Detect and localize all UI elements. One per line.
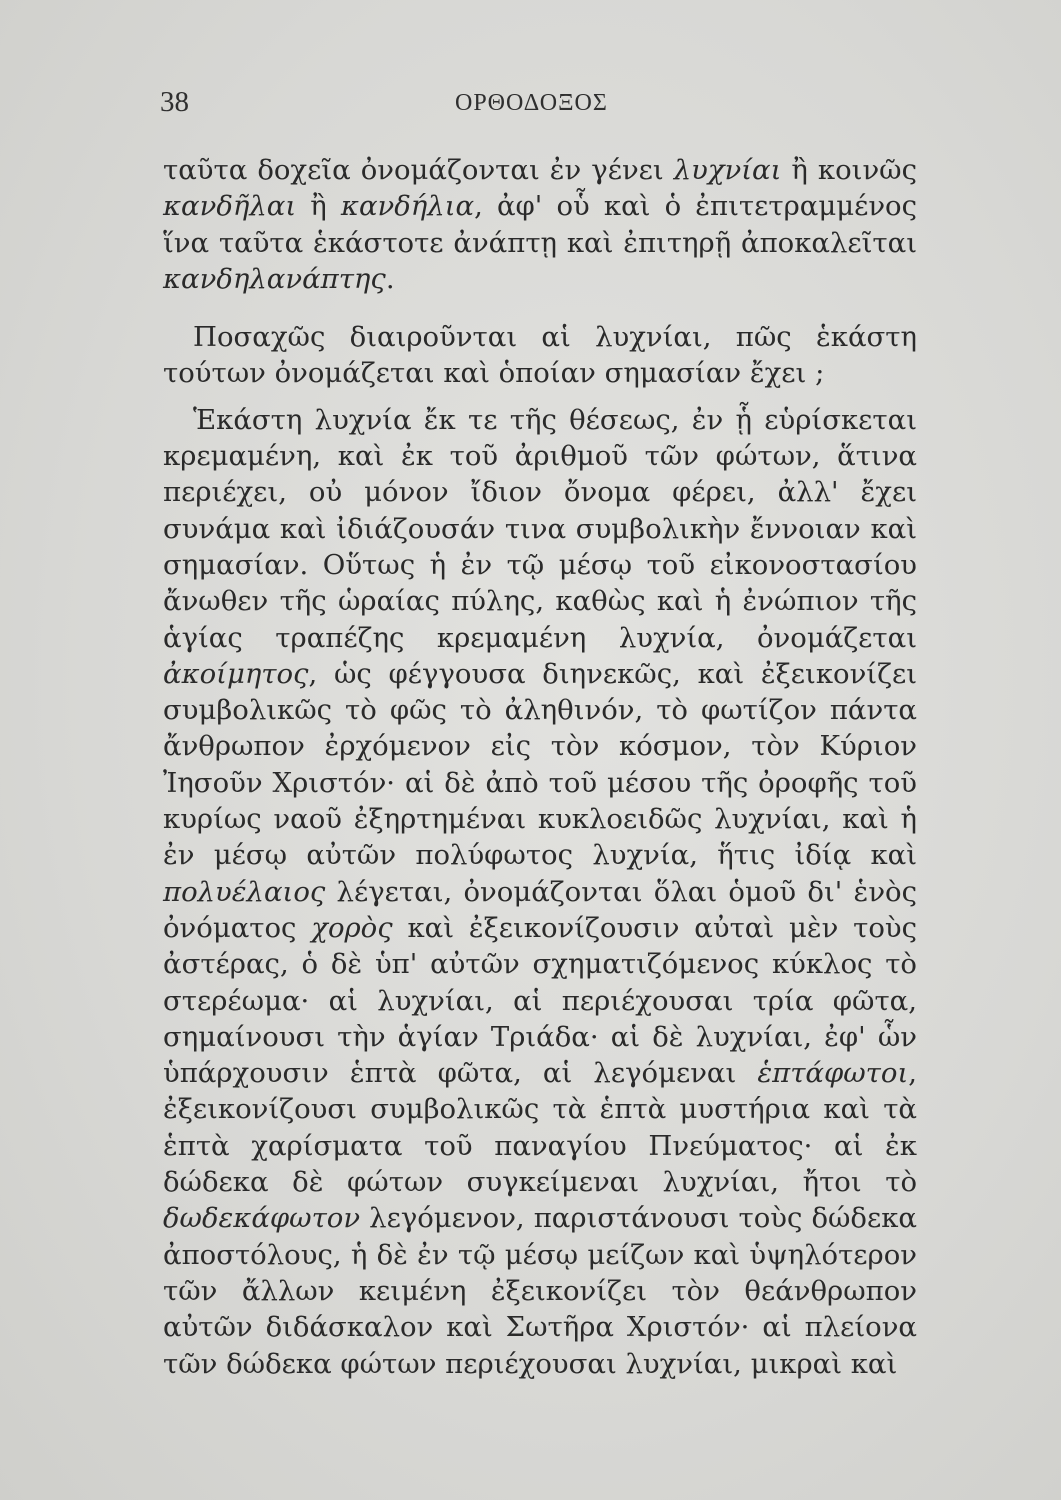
italic-term: λυχνίαι	[673, 154, 782, 186]
italic-term: δωδεκάφωτον	[163, 1202, 361, 1235]
italic-term: κανδῆλαι	[163, 190, 297, 223]
paragraph-gap	[163, 297, 917, 319]
running-head	[160, 86, 920, 126]
running-title: ΟΡΘΟΔΟΞΟΣ	[455, 90, 608, 116]
text-span: ταῦτα δοχεῖα ὀνομάζονται ἐν γένει	[163, 154, 674, 186]
text-span: , ἐξεικονίζουσι συμβολικῶς τὰ ἑπτὰ μυστήρια καὶ τὰ ἑπτὰ χαρίσματα τοῦ παναγίου Πνεύματος· αἱ ἐκ δώδεκα δὲ φώτων συγκείμεναι λυχνίαι, ἤτοι τὸ	[163, 1057, 917, 1199]
italic-term: ἑπτάφωτοι	[757, 1057, 909, 1090]
text-span: .	[385, 262, 395, 295]
page-number: 38	[160, 86, 189, 118]
italic-term: κανδήλια	[340, 190, 475, 223]
text-span: λεγόμενον, παριστάνουσι τοὺς δώδεκα ἀποστόλους, ἡ δὲ ἐν τῷ μέσῳ μείζων καὶ ὑψηλότερον τῶν ἄλλων κειμένη ἐξεικονίζει τὸν θεάνθρωπον αὐτῶν διδάσκαλον καὶ Σωτῆρα Χριστόν· αἱ πλείονα τῶν δώδεκα φώτων περιέχουσαι λυχνίαι, μικραὶ καὶ	[163, 1202, 917, 1380]
italic-term: χορὸς	[311, 911, 393, 944]
text-span: καὶ ἐξεικονίζουσιν αὐταὶ μὲν τοὺς ἀστέρας, ὁ δὲ ὑπ' αὐτῶν σχηματιζόμενος κύκλος τὸ στερέωμα· αἱ λυχνίαι, αἱ περιέχουσαι τρία φῶτα, σημαίνουσι τὴν ἁγίαν Τριάδα· αἱ δὲ λυχνίαι, ἐφ' ὧν ὑπάρχουσιν ἑπτὰ φῶτα, αἱ λεγόμεναι	[163, 911, 918, 1090]
italic-term: πολυέλαιος	[163, 875, 326, 908]
paragraph-lamps-meaning	[163, 402, 917, 1382]
body-text	[163, 152, 917, 1382]
text-span: λέγεται, ὀνομάζονται ὅλαι ὁμοῦ δι' ἑνὸς ὀνόματος	[163, 875, 917, 944]
text-span: , ἀφ' οὗ καὶ ὁ ἐπιτετραμμένος ἵνα ταῦτα ἑκάστοτε ἀνάπτῃ καὶ ἐπιτηρῇ ἀποκαλεῖται	[163, 190, 917, 259]
text-span: ἢ	[296, 190, 341, 223]
text-span: ἢ κοινῶς	[781, 154, 918, 186]
paragraph-lamps-names	[163, 152, 917, 297]
question-paragraph: Ποσαχῶς διαιροῦνται αἱ λυχνίαι, πῶς ἑκάστη τούτων ὀνομάζεται καὶ ὁποίαν σημασίαν ἔχει ;	[163, 321, 917, 390]
text-span: , ὡς φέγγουσα διηνεκῶς, καὶ ἐξεικονίζει συμβολικῶς τὸ φῶς τὸ ἀληθινόν, τὸ φωτίζον πάντα ἄνθρωπον ἐρχόμενον εἰς τὸν κόσμον, τὸν Κύριον Ἰησοῦν Χριστόν· αἱ δὲ ἀπὸ τοῦ μέσου τῆς ὀροφῆς τοῦ κυρίως ναοῦ ἐξηρτημέναι κυκλοειδῶς λυχνίαι, καὶ ἡ ἐν μέσῳ αὐτῶν πολύφωτος λυχνία, ἥτις ἰδίᾳ καὶ	[163, 657, 917, 872]
text-span: Ἑκάστη λυχνία ἔκ τε τῆς θέσεως, ἐν ᾗ εὑρίσκεται κρεμαμένη, καὶ ἐκ τοῦ ἀριθμοῦ τῶν φώτων, ἅτινα περιέχει, οὐ μόνον ἴδιον ὄνομα φέρει, ἀλλ' ἔχει συνάμα καὶ ἰδιάζουσάν τινα συμβολικὴν ἔννοιαν καὶ σημασίαν. Οὕτως ἡ ἐν τῷ μέσῳ τοῦ εἰκονοστασίου ἄνωθεν τῆς ὡραίας πύλης, καθὼς καὶ ἡ ἐνώπιον τῆς ἁγίας τραπέζης κρεμαμένη λυχνία, ὀνομάζεται	[163, 403, 917, 654]
italic-term: κανδηλανάπτης	[163, 262, 386, 295]
italic-term: ἀκοίμητος	[163, 657, 309, 690]
paragraph-gap	[163, 392, 917, 402]
